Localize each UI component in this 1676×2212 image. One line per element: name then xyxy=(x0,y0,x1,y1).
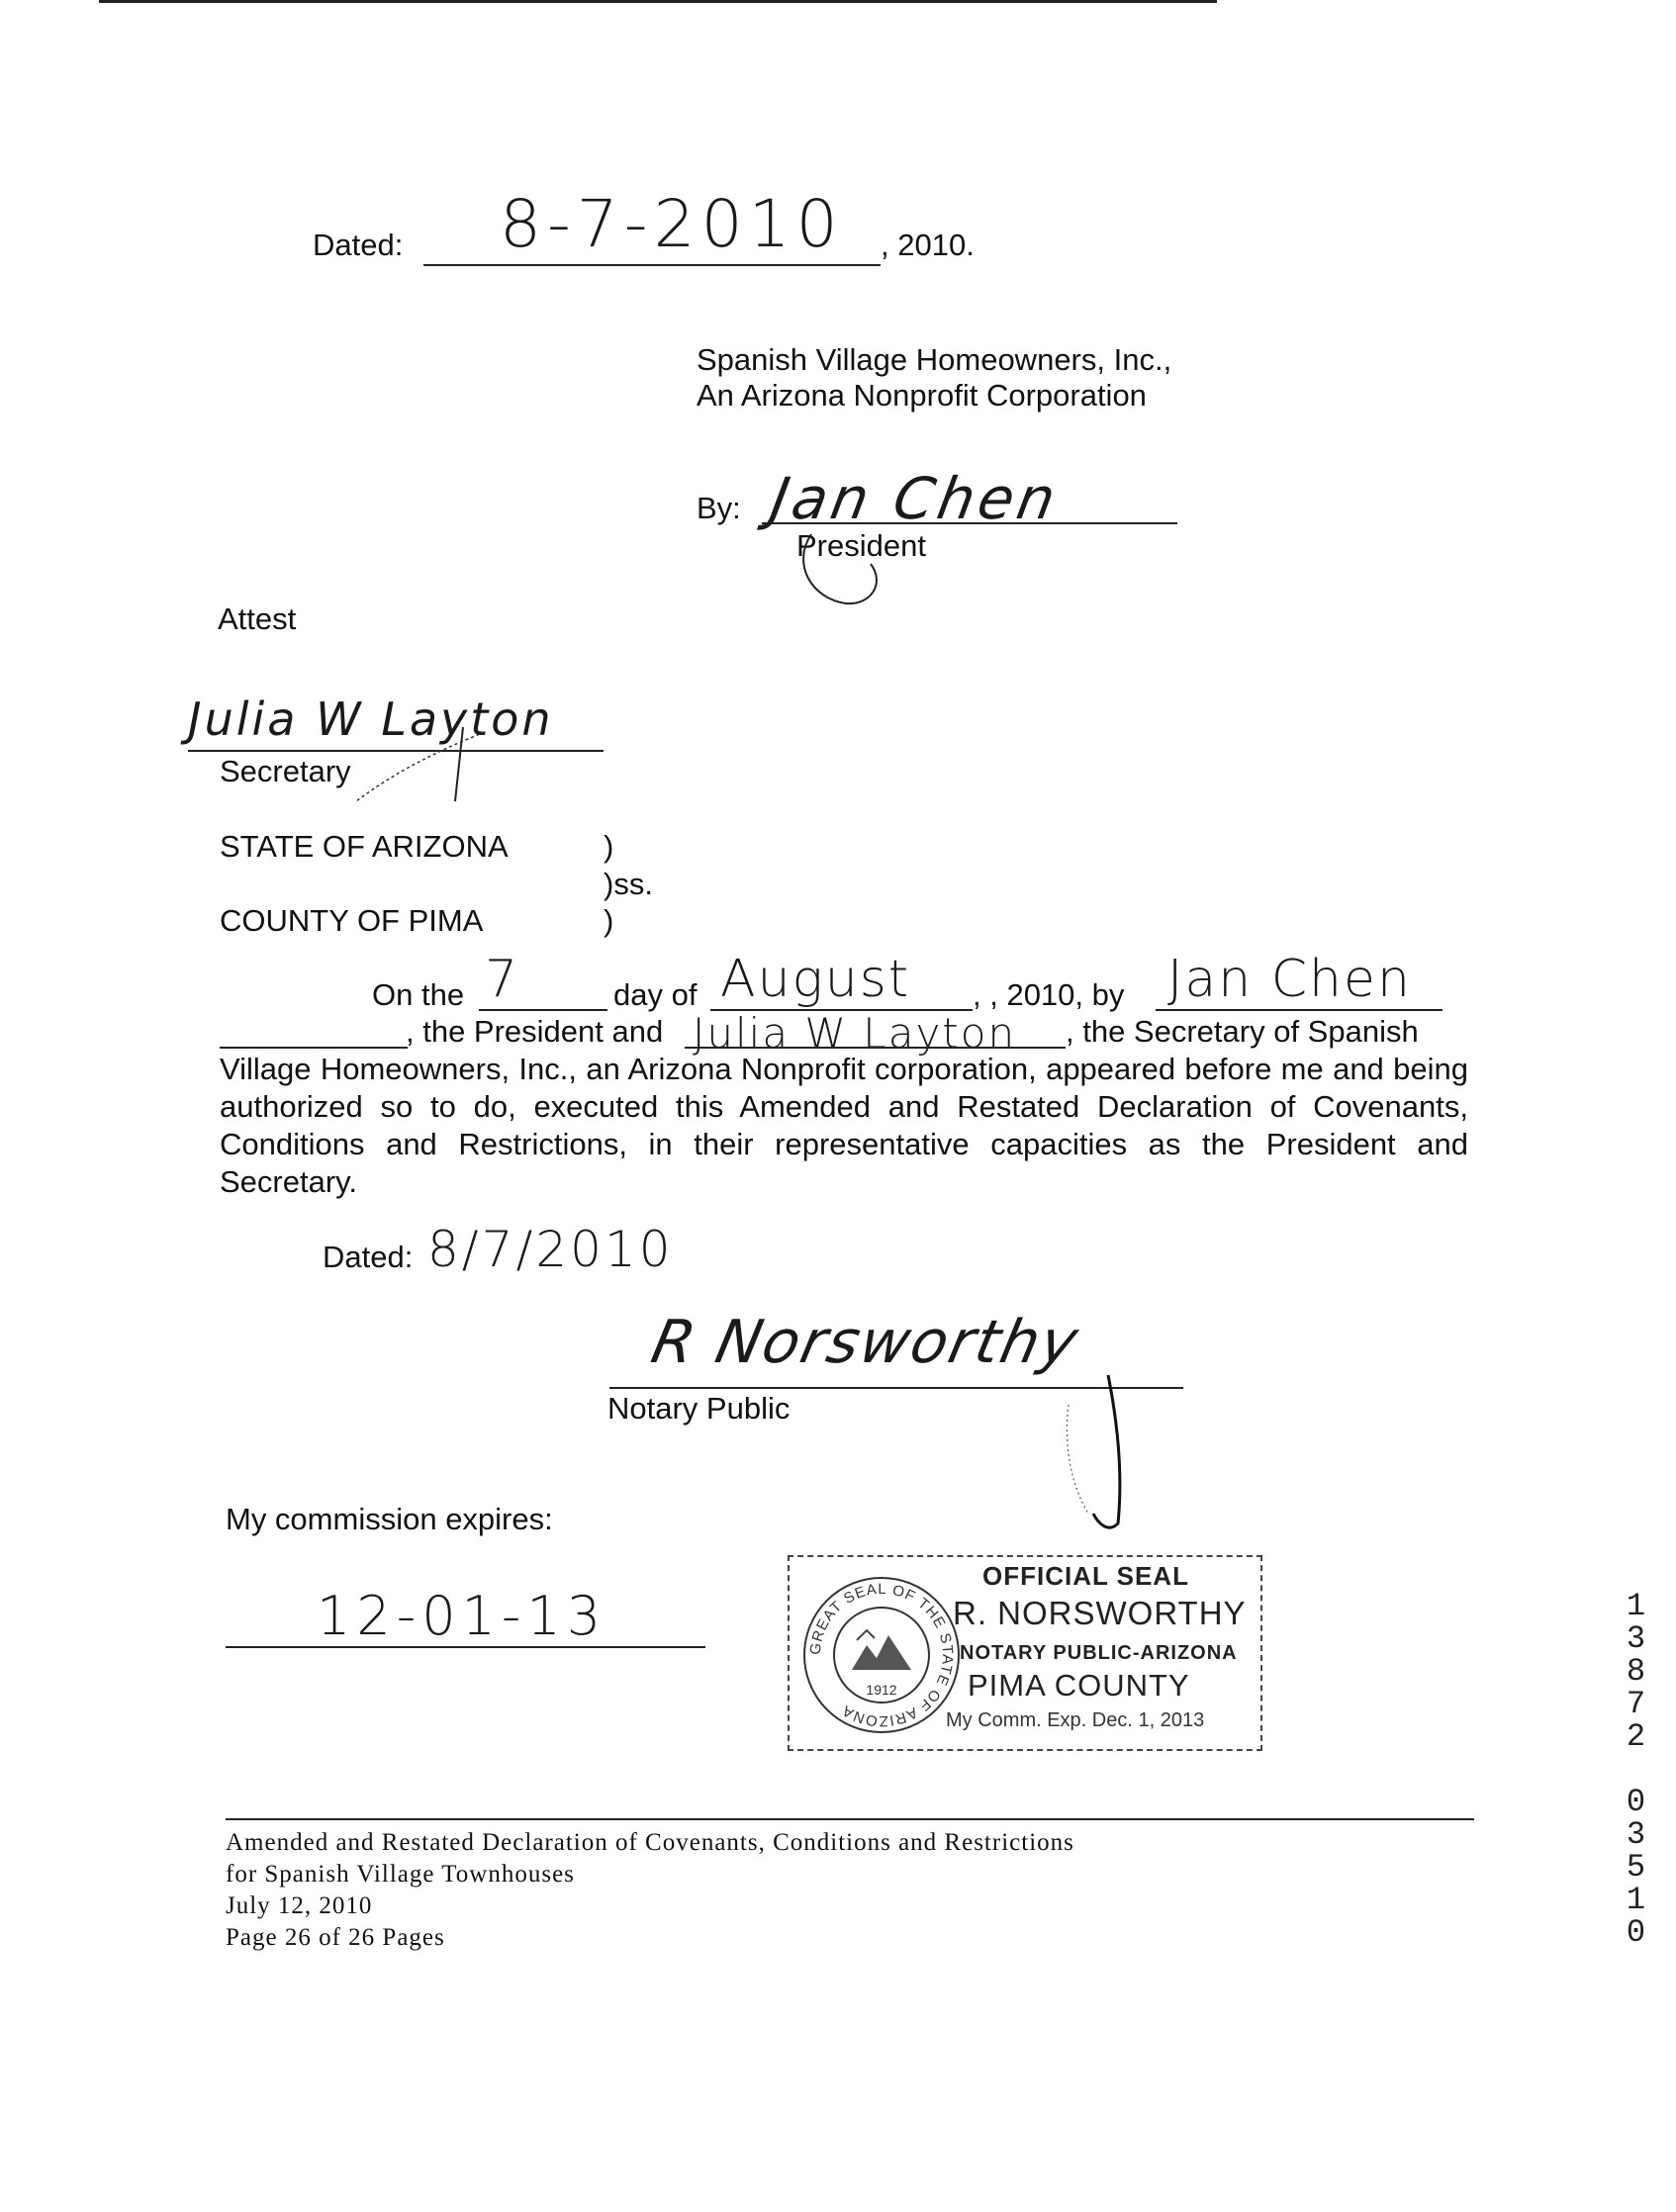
dated-label: Dated: xyxy=(313,228,404,262)
ack-line2-b: , the Secretary of Spanish xyxy=(1066,1014,1419,1049)
notary-signature: R Norsworthy xyxy=(645,1308,1086,1377)
ack-line2-a: , the President and xyxy=(406,1014,664,1049)
official-seal-stamp xyxy=(788,1555,1262,1751)
commission-line xyxy=(226,1646,705,1648)
signature-flourish-loop xyxy=(791,514,900,613)
ack-day-line xyxy=(479,1009,607,1011)
footer-date: July 12, 2010 xyxy=(226,1892,373,1919)
by-label: By: xyxy=(697,491,741,525)
seal-county: PIMA COUNTY xyxy=(968,1668,1190,1703)
ack-secretary-name: Julia W Layton xyxy=(693,1009,1017,1058)
ack-year-by: , , 2010, by xyxy=(973,977,1125,1012)
footer-title-line2: for Spanish Village Townhouses xyxy=(226,1861,575,1888)
ack-president-line xyxy=(1156,1009,1443,1011)
corporation-type: An Arizona Nonprofit Corporation xyxy=(697,378,1147,413)
secretary-signature-stroke xyxy=(336,722,495,811)
seal-heading: OFFICIAL SEAL xyxy=(982,1561,1189,1591)
attest-label: Attest xyxy=(218,601,297,636)
seal-notary-name: R. NORSWORTHY xyxy=(953,1595,1247,1631)
recording-number: 13872 03510 xyxy=(1618,1588,1654,1947)
top-edge-line xyxy=(99,0,1217,3)
state-seal-icon xyxy=(797,1571,966,1739)
ack-body-paragraph: Village Homeowners, Inc., an Arizona Nonprofit corporation, appeared before me and being authorized so to do, executed this Amended and Restated Declaration of Covenants, Conditions and Restrictions, in their representative capacities as the President and Secretary. xyxy=(220,1052,1468,1199)
footer-title-line1: Amended and Restated Declaration of Covenants, Conditions and Restrictions xyxy=(226,1829,1074,1856)
president-signature: Jan Chen xyxy=(766,465,1065,532)
dated-suffix: , 2010. xyxy=(881,228,975,262)
secretary-signature: Julia W Layton xyxy=(188,692,554,746)
commission-label: My commission expires: xyxy=(226,1502,553,1536)
seal-center-text: 1912 xyxy=(866,1682,897,1698)
ack-day-value: 7 xyxy=(485,950,518,1009)
corporation-name: Spanish Village Homeowners, Inc., xyxy=(697,342,1172,377)
venue-state: STATE OF ARIZONA xyxy=(220,829,509,864)
ack-month-value: August xyxy=(720,950,911,1009)
president-title: President xyxy=(796,528,926,563)
ack-day-of: day of xyxy=(613,977,698,1012)
ack-president-name: Jan Chen xyxy=(1167,950,1412,1009)
ack-secretary-line xyxy=(685,1047,1066,1049)
notary-dated-label: Dated: xyxy=(323,1240,414,1274)
dated-signature-line xyxy=(423,264,881,266)
venue-paren-1: ) xyxy=(604,829,614,864)
notary-title: Notary Public xyxy=(607,1391,791,1426)
venue-paren-3: ) xyxy=(604,903,614,938)
ack-on-the: On the xyxy=(372,977,465,1012)
footer-page-number: Page 26 of 26 Pages xyxy=(226,1924,445,1951)
seal-ring-text: GREAT SEAL OF THE STATE OF ARIZONA xyxy=(806,1580,957,1730)
commission-value: 12-01-13 xyxy=(317,1585,607,1647)
seal-notary-role: NOTARY PUBLIC-ARIZONA xyxy=(960,1642,1238,1664)
secretary-title: Secretary xyxy=(220,754,351,788)
venue-ss: )ss. xyxy=(604,867,653,901)
ack-blank-line xyxy=(220,1047,408,1049)
seal-expiration: My Comm. Exp. Dec. 1, 2013 xyxy=(946,1709,1205,1731)
dated-handwritten-value: 8-7-2010 xyxy=(500,186,844,262)
footer-rule xyxy=(226,1818,1474,1820)
notary-dated-value: 8/7/2010 xyxy=(427,1221,674,1278)
venue-county: COUNTY OF PIMA xyxy=(220,903,484,938)
notary-signature-tail xyxy=(1049,1365,1138,1543)
